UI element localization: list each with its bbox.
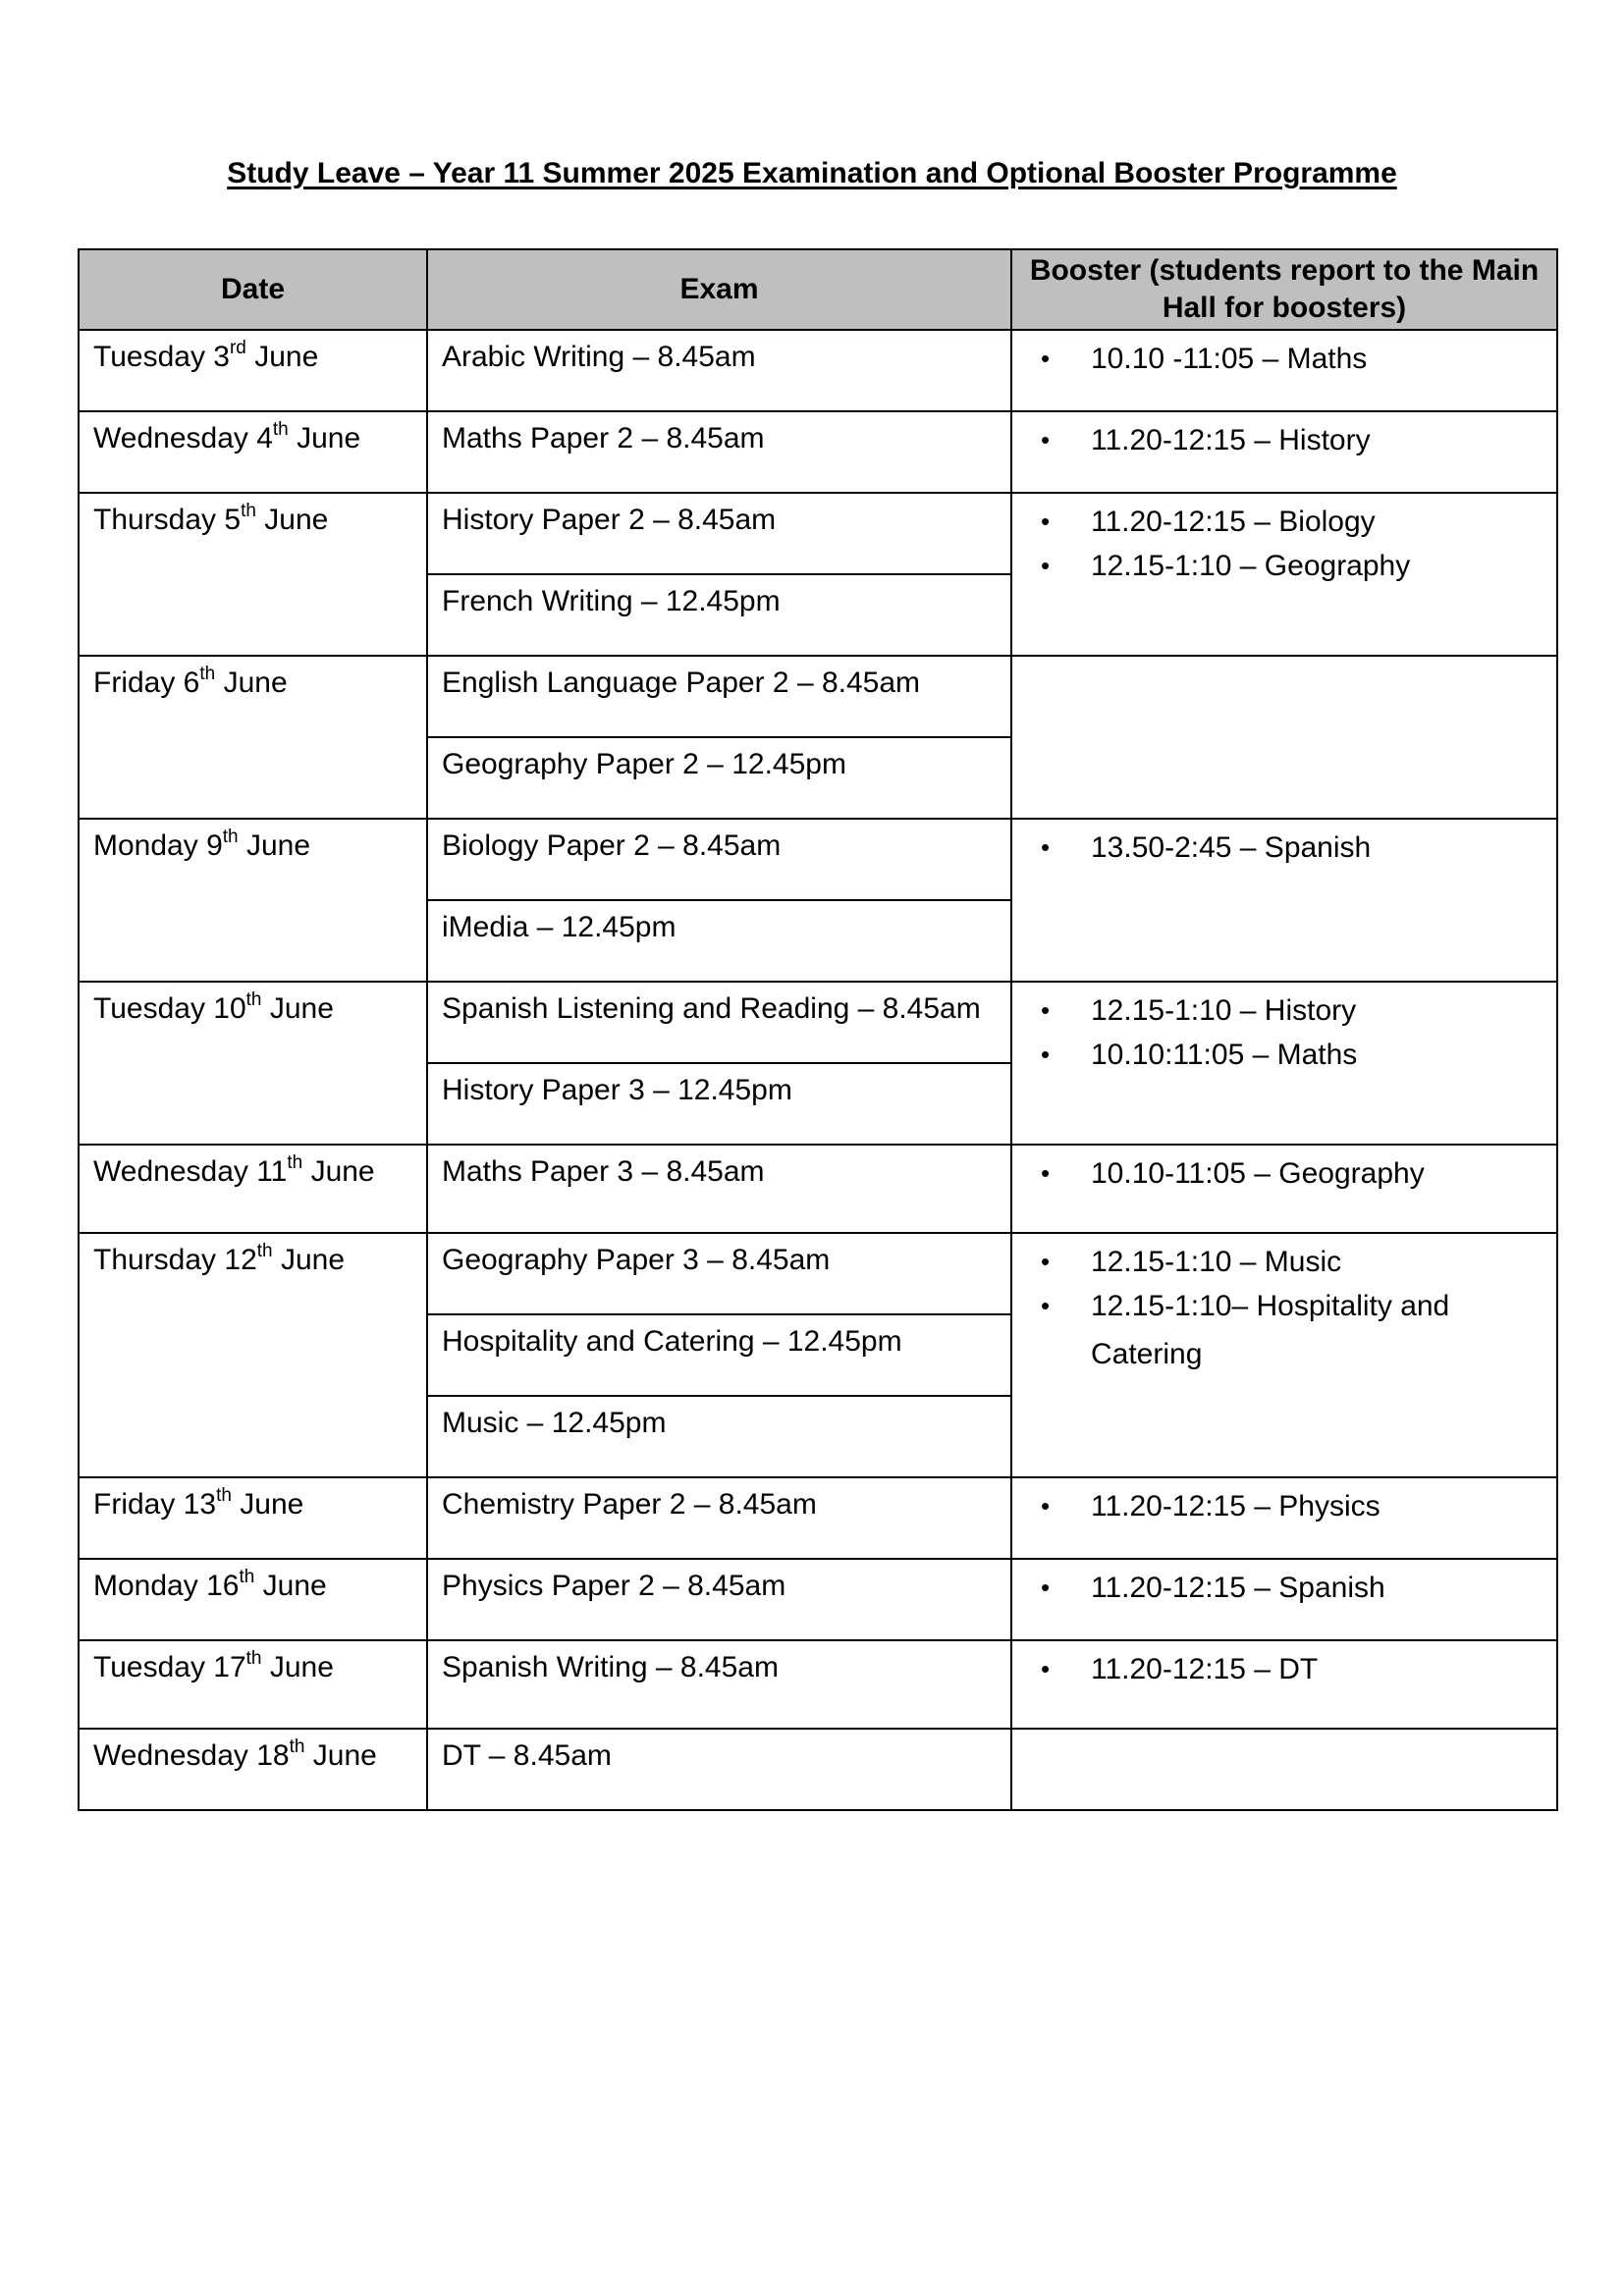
table-row	[79, 330, 1557, 411]
table-row	[79, 493, 1557, 574]
exam-cell: Spanish Writing – 8.45am	[427, 1640, 1011, 1729]
date-ordinal-suffix: th	[199, 664, 216, 684]
date-cell	[79, 1145, 427, 1233]
exam-cell: Biology Paper 2 – 8.45am	[427, 819, 1011, 900]
date-month: June	[269, 1651, 334, 1683]
header-date: Date	[79, 249, 427, 330]
date-ordinal-suffix: th	[289, 1736, 305, 1757]
exam-cell: DT – 8.45am	[427, 1729, 1011, 1810]
booster-list	[1026, 416, 1543, 464]
booster-list	[1026, 335, 1543, 383]
booster-item: • 13.50-2:45 – Spanish	[1026, 824, 1543, 872]
date-ordinal-suffix: th	[241, 501, 256, 521]
date-ordinal-suffix: th	[245, 1648, 262, 1669]
exam-cell: iMedia – 12.45pm	[427, 900, 1011, 982]
booster-list	[1026, 498, 1543, 590]
date-month: June	[223, 667, 288, 699]
booster-item: • 12.15-1:10 – Music	[1026, 1238, 1543, 1286]
booster-list	[1026, 1238, 1543, 1378]
exam-cell: Physics Paper 2 – 8.45am	[427, 1559, 1011, 1640]
exam-cell: Arabic Writing – 8.45am	[427, 330, 1011, 411]
booster-cell	[1011, 493, 1557, 656]
booster-item: • 11.20-12:15 – History	[1026, 416, 1543, 464]
date-cell	[79, 1233, 427, 1477]
booster-item: • 11.20-12:15 – Physics	[1026, 1482, 1543, 1530]
booster-cell	[1011, 1729, 1557, 1810]
exam-cell: History Paper 2 – 8.45am	[427, 493, 1011, 574]
date-day: Wednesday 4	[93, 422, 273, 454]
exam-schedule-table	[78, 248, 1558, 1811]
booster-cell	[1011, 411, 1557, 493]
header-booster: Booster (students report to the Main Hall for boosters)	[1011, 249, 1557, 330]
date-month: June	[269, 992, 334, 1025]
booster-cell	[1011, 330, 1557, 411]
booster-item: • 11.20-12:15 – DT	[1026, 1645, 1543, 1693]
booster-list	[1026, 1482, 1543, 1530]
date-day: Tuesday 3	[93, 341, 230, 373]
schedule-body	[79, 330, 1557, 1810]
booster-list	[1026, 1645, 1543, 1693]
date-month: June	[297, 422, 361, 454]
date-ordinal-suffix: th	[222, 827, 239, 847]
booster-item: • 12.15-1:10– Hospitality and Catering	[1026, 1282, 1543, 1378]
exam-cell: Geography Paper 2 – 12.45pm	[427, 737, 1011, 819]
booster-cell	[1011, 656, 1557, 819]
date-cell	[79, 1559, 427, 1640]
date-ordinal-suffix: th	[256, 1241, 273, 1261]
date-cell	[79, 1729, 427, 1810]
booster-cell	[1011, 982, 1557, 1145]
date-ordinal-suffix: th	[272, 419, 289, 440]
date-day: Thursday 12	[93, 1244, 257, 1276]
exam-cell: Geography Paper 3 – 8.45am	[427, 1233, 1011, 1314]
date-day: Friday 13	[93, 1488, 217, 1521]
booster-cell	[1011, 1559, 1557, 1640]
table-row	[79, 1145, 1557, 1233]
date-day: Monday 16	[93, 1570, 240, 1602]
booster-item: • 10.10 -11:05 – Maths	[1026, 335, 1543, 383]
date-ordinal-suffix: th	[239, 1567, 255, 1587]
date-ordinal-suffix: th	[216, 1485, 232, 1506]
date-month: June	[264, 504, 329, 536]
date-month: June	[280, 1244, 346, 1276]
date-month: June	[310, 1155, 375, 1188]
booster-item: • 12.15-1:10 – History	[1026, 987, 1543, 1035]
date-cell	[79, 493, 427, 656]
exam-cell: History Paper 3 – 12.45pm	[427, 1063, 1011, 1145]
date-cell	[79, 1477, 427, 1559]
table-row	[79, 1233, 1557, 1314]
date-cell	[79, 330, 427, 411]
booster-list	[1026, 1564, 1543, 1612]
table-row	[79, 411, 1557, 493]
date-day: Tuesday 17	[93, 1651, 246, 1683]
table-row	[79, 1640, 1557, 1729]
booster-list	[1026, 987, 1543, 1079]
table-row	[79, 1729, 1557, 1810]
date-cell	[79, 656, 427, 819]
date-day: Monday 9	[93, 829, 223, 862]
booster-cell	[1011, 819, 1557, 982]
exam-cell: Maths Paper 2 – 8.45am	[427, 411, 1011, 493]
date-day: Wednesday 11	[93, 1155, 288, 1188]
exam-cell: English Language Paper 2 – 8.45am	[427, 656, 1011, 737]
date-month: June	[254, 341, 319, 373]
exam-cell: Music – 12.45pm	[427, 1396, 1011, 1477]
exam-cell: French Writing – 12.45pm	[427, 574, 1011, 656]
date-month: June	[240, 1488, 304, 1521]
page-title: Study Leave – Year 11 Summer 2025 Examination and Optional Booster Programme	[227, 157, 1397, 189]
table-row	[79, 982, 1557, 1063]
booster-list	[1026, 1149, 1543, 1198]
date-cell	[79, 819, 427, 982]
header-exam: Exam	[427, 249, 1011, 330]
table-row	[79, 656, 1557, 737]
booster-item: • 11.20-12:15 – Biology	[1026, 498, 1543, 546]
header-row	[79, 249, 1557, 330]
booster-item: • 11.20-12:15 – Spanish	[1026, 1564, 1543, 1612]
date-cell	[79, 1640, 427, 1729]
booster-cell	[1011, 1233, 1557, 1477]
booster-cell	[1011, 1640, 1557, 1729]
exam-cell: Chemistry Paper 2 – 8.45am	[427, 1477, 1011, 1559]
date-day: Tuesday 10	[93, 992, 246, 1025]
booster-item: • 12.15-1:10 – Geography	[1026, 542, 1543, 590]
date-month: June	[262, 1570, 327, 1602]
booster-item: • 10.10:11:05 – Maths	[1026, 1031, 1543, 1079]
booster-cell	[1011, 1477, 1557, 1559]
date-ordinal-suffix: th	[245, 989, 262, 1010]
booster-list	[1026, 824, 1543, 872]
exam-cell: Hospitality and Catering – 12.45pm	[427, 1314, 1011, 1396]
date-day: Friday 6	[93, 667, 200, 699]
booster-cell	[1011, 1145, 1557, 1233]
date-day: Thursday 5	[93, 504, 242, 536]
exam-cell: Maths Paper 3 – 8.45am	[427, 1145, 1011, 1233]
date-ordinal-suffix: th	[287, 1152, 303, 1173]
table-row	[79, 1559, 1557, 1640]
date-ordinal-suffix: rd	[229, 338, 246, 358]
booster-item: • 10.10-11:05 – Geography	[1026, 1149, 1543, 1198]
date-cell	[79, 411, 427, 493]
exam-cell: Spanish Listening and Reading – 8.45am	[427, 982, 1011, 1063]
date-month: June	[312, 1739, 377, 1772]
table-row	[79, 819, 1557, 900]
table-row	[79, 1477, 1557, 1559]
date-month: June	[245, 829, 311, 862]
date-day: Wednesday 18	[93, 1739, 290, 1772]
date-cell	[79, 982, 427, 1145]
